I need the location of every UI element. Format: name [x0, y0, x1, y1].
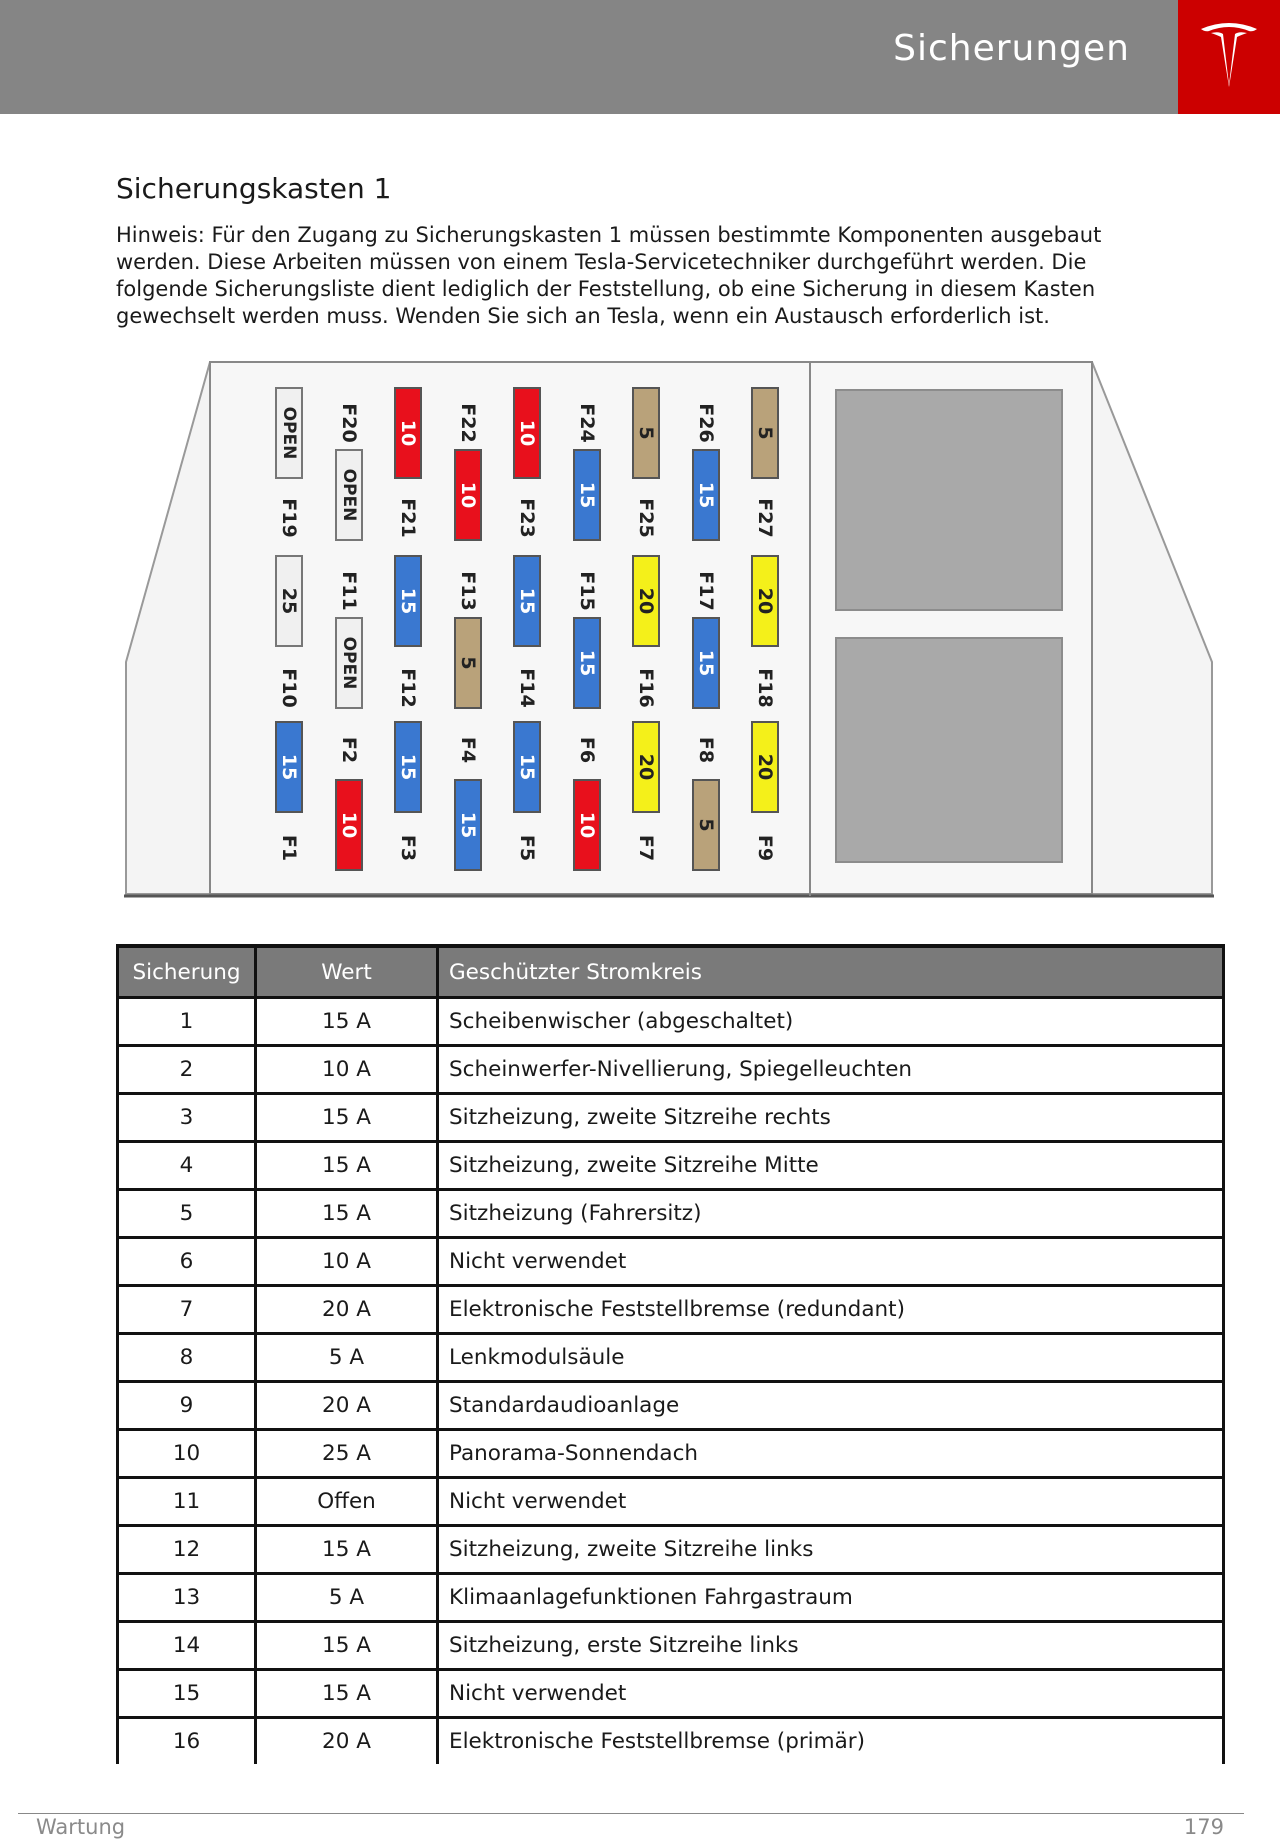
fuse-f1 — [276, 722, 302, 861]
fuse-circuit-cell: Sitzheizung, zweite Sitzreihe rechts — [438, 1094, 1224, 1142]
fuse-f11 — [336, 571, 362, 708]
fuse-id-label: F18 — [754, 668, 776, 708]
fuse-f10 — [276, 556, 302, 708]
table-row — [118, 1190, 1224, 1238]
fuse-id-label: F8 — [695, 736, 717, 764]
fuse-id-label: F21 — [397, 498, 419, 538]
fuse-id-label: F13 — [457, 571, 479, 611]
fuse-value-label: 5 — [457, 656, 479, 670]
fuse-circuit-cell: Scheibenwischer (abgeschaltet) — [438, 998, 1224, 1046]
header-title: Sicherungen — [893, 28, 1130, 69]
fuse-circuit-cell: Sitzheizung (Fahrersitz) — [438, 1190, 1224, 1238]
table-row — [118, 1382, 1224, 1430]
fuse-id-label: F1 — [278, 834, 300, 862]
fuse-rating-cell: 15 A — [256, 1094, 438, 1142]
fuse-value-label: 5 — [695, 818, 717, 832]
fuse-f9 — [752, 722, 778, 861]
fuse-f5 — [514, 722, 540, 861]
fuse-circuit-cell: Nicht verwendet — [438, 1670, 1224, 1718]
fuse-id-label: F14 — [516, 668, 538, 708]
fuse-id-label: F27 — [754, 498, 776, 538]
column-header-fuse: Sicherung — [118, 946, 256, 998]
fuse-number-cell: 3 — [118, 1094, 256, 1142]
fuse-id-label: F9 — [754, 834, 776, 862]
fuse-value-label: 5 — [754, 426, 776, 440]
fuse-value-label: 20 — [635, 587, 657, 615]
fuse-circuit-cell: Standardaudioanlage — [438, 1382, 1224, 1430]
fuse-rating-cell: 15 A — [256, 1622, 438, 1670]
table-row — [118, 1286, 1224, 1334]
table-row — [118, 1238, 1224, 1286]
fuse-f14 — [514, 556, 540, 708]
table-row — [118, 1430, 1224, 1478]
fuse-id-label: F26 — [695, 403, 717, 443]
table-row — [118, 1622, 1224, 1670]
fuse-f24 — [574, 403, 600, 540]
fuse-number-cell: 14 — [118, 1622, 256, 1670]
logo-badge — [1178, 0, 1280, 114]
fuse-circuit-cell: Panorama-Sonnendach — [438, 1430, 1224, 1478]
fuse-number-cell: 1 — [118, 998, 256, 1046]
fuse-value-label: 10 — [576, 811, 598, 839]
fuse-f2 — [336, 737, 362, 870]
fuse-rating-cell: 10 A — [256, 1238, 438, 1286]
fuse-value-label: 20 — [635, 753, 657, 781]
fuse-f19 — [276, 388, 302, 538]
fuse-f26 — [693, 403, 719, 540]
fuse-circuit-cell: Scheinwerfer-Nivellierung, Spiegelleuchten — [438, 1046, 1224, 1094]
fuse-circuit-cell: Sitzheizung, zweite Sitzreihe links — [438, 1526, 1224, 1574]
fuse-id-label: F11 — [338, 571, 360, 611]
fuse-value-label: OPEN — [339, 636, 359, 690]
fuse-id-label: F3 — [397, 834, 419, 862]
fuse-circuit-cell: Klimaanlagefunktionen Fahrgastraum — [438, 1574, 1224, 1622]
fuse-number-cell: 12 — [118, 1526, 256, 1574]
fuse-table — [116, 944, 1225, 1764]
fuse-box-diagram — [124, 360, 1214, 904]
fuse-number-cell: 4 — [118, 1142, 256, 1190]
fuse-id-label: F16 — [635, 668, 657, 708]
fuse-circuit-cell: Elektronische Feststellbremse (redundant) — [438, 1286, 1224, 1334]
fuse-circuit-cell: Lenkmodulsäule — [438, 1334, 1224, 1382]
fuse-number-cell: 16 — [118, 1718, 256, 1765]
fuse-id-label: F24 — [576, 403, 598, 443]
fuse-rating-cell: Offen — [256, 1478, 438, 1526]
table-row — [118, 1574, 1224, 1622]
fuse-number-cell: 2 — [118, 1046, 256, 1094]
table-row — [118, 998, 1224, 1046]
fuse-value-label: OPEN — [279, 406, 299, 460]
fuse-f21 — [395, 388, 421, 538]
table-row — [118, 1334, 1224, 1382]
fuse-rating-cell: 15 A — [256, 1190, 438, 1238]
fuse-id-label: F22 — [457, 403, 479, 443]
fuse-f4 — [455, 737, 481, 870]
fuse-id-label: F4 — [457, 736, 479, 764]
fuse-id-label: F6 — [576, 736, 598, 764]
fuse-f27 — [752, 388, 778, 538]
fuse-f23 — [514, 388, 540, 538]
fuse-id-label: F20 — [338, 403, 360, 443]
table-header-row — [118, 946, 1224, 998]
fuse-circuit-cell: Nicht verwendet — [438, 1238, 1224, 1286]
fuse-id-label: F10 — [278, 668, 300, 708]
fuse-f13 — [455, 571, 481, 708]
footer-section: Wartung — [36, 1815, 126, 1839]
fuse-box-svg — [124, 360, 1214, 900]
fuse-f17 — [693, 571, 719, 708]
fuse-value-label: 25 — [278, 587, 300, 615]
fuse-value-label: 15 — [576, 649, 598, 677]
fuse-f8 — [693, 737, 719, 870]
footer-divider — [18, 1813, 1244, 1814]
fuse-id-label: F5 — [516, 834, 538, 862]
fuse-f6 — [574, 737, 600, 870]
relay-block-bottom — [836, 638, 1062, 862]
fuse-f7 — [633, 722, 659, 861]
fuse-id-label: F15 — [576, 571, 598, 611]
fuse-id-label: F2 — [338, 736, 360, 764]
fuse-number-cell: 5 — [118, 1190, 256, 1238]
fuse-f25 — [633, 388, 659, 538]
fuse-id-label: F12 — [397, 668, 419, 708]
fuse-number-cell: 13 — [118, 1574, 256, 1622]
fuse-value-label: 10 — [397, 419, 419, 447]
fuse-value-label: 15 — [695, 481, 717, 509]
page-number: 179 — [1183, 1815, 1224, 1839]
fuse-f22 — [455, 403, 481, 540]
fuse-rating-cell: 15 A — [256, 1526, 438, 1574]
fuse-f18 — [752, 556, 778, 708]
page-header — [0, 0, 1280, 114]
fuse-id-label: F23 — [516, 498, 538, 538]
fuse-value-label: 15 — [576, 481, 598, 509]
fuse-id-label: F17 — [695, 571, 717, 611]
fuse-rating-cell: 15 A — [256, 1670, 438, 1718]
fuse-rating-cell: 15 A — [256, 998, 438, 1046]
column-header-circuit: Geschützter Stromkreis — [438, 946, 1224, 998]
fuse-number-cell: 8 — [118, 1334, 256, 1382]
column-header-rating: Wert — [256, 946, 438, 998]
fuse-value-label: 15 — [397, 753, 419, 781]
table-row — [118, 1478, 1224, 1526]
fuse-f3 — [395, 722, 421, 861]
table-row — [118, 1046, 1224, 1094]
fuse-value-label: OPEN — [339, 468, 359, 522]
fuse-value-label: 10 — [338, 811, 360, 839]
relay-block-top — [836, 390, 1062, 610]
fuse-rating-cell: 25 A — [256, 1430, 438, 1478]
fuse-number-cell: 10 — [118, 1430, 256, 1478]
service-note: Hinweis: Für den Zugang zu Sicherungskasten 1 müssen bestimmte Komponenten ausgebaut werden. Diese Arbeiten müssen von einem Tesla-Servicetechniker durchgeführt werden. Die folgende Sicherungsliste dient lediglich der Feststellung, ob eine Sicherung in diesem Kasten gewechselt werden muss. Wenden Sie sich an Tesla, wenn ein Austausch erforderlich ist. — [116, 223, 1102, 328]
fuse-rating-cell: 20 A — [256, 1286, 438, 1334]
fuse-value-label: 20 — [754, 587, 776, 615]
fuse-value-label: 5 — [635, 426, 657, 440]
fuse-number-cell: 15 — [118, 1670, 256, 1718]
fuse-id-label: F7 — [635, 834, 657, 862]
table-row — [118, 1718, 1224, 1765]
fuse-number-cell: 6 — [118, 1238, 256, 1286]
table-row — [118, 1670, 1224, 1718]
fuse-number-cell: 7 — [118, 1286, 256, 1334]
fuse-value-label: 10 — [516, 419, 538, 447]
fuse-f20 — [336, 403, 362, 540]
fuse-id-label: F19 — [278, 498, 300, 538]
fuse-rating-cell: 5 A — [256, 1334, 438, 1382]
fuse-circuit-cell: Sitzheizung, zweite Sitzreihe Mitte — [438, 1142, 1224, 1190]
fuse-f16 — [633, 556, 659, 708]
fuse-f15 — [574, 571, 600, 708]
fuse-rating-cell: 20 A — [256, 1382, 438, 1430]
fuse-value-label: 15 — [516, 587, 538, 615]
fuse-value-label: 15 — [278, 753, 300, 781]
fuse-id-label: F25 — [635, 498, 657, 538]
table-row — [118, 1526, 1224, 1574]
fuse-value-label: 15 — [516, 753, 538, 781]
fuse-value-label: 15 — [457, 811, 479, 839]
fuse-rating-cell: 10 A — [256, 1046, 438, 1094]
fuse-f12 — [395, 556, 421, 708]
fuse-value-label: 15 — [397, 587, 419, 615]
table-row — [118, 1094, 1224, 1142]
fuse-rating-cell: 20 A — [256, 1718, 438, 1765]
section-title: Sicherungskasten 1 — [116, 172, 392, 205]
tesla-logo-icon — [1197, 17, 1261, 89]
fuse-rating-cell: 15 A — [256, 1142, 438, 1190]
fuse-value-label: 20 — [754, 753, 776, 781]
fuse-circuit-cell: Sitzheizung, erste Sitzreihe links — [438, 1622, 1224, 1670]
fuse-circuit-cell: Elektronische Feststellbremse (primär) — [438, 1718, 1224, 1765]
fuse-number-cell: 11 — [118, 1478, 256, 1526]
fuse-rating-cell: 5 A — [256, 1574, 438, 1622]
fuse-value-label: 15 — [695, 649, 717, 677]
fuse-value-label: 10 — [457, 481, 479, 509]
fuse-number-cell: 9 — [118, 1382, 256, 1430]
table-row — [118, 1142, 1224, 1190]
fuse-circuit-cell: Nicht verwendet — [438, 1478, 1224, 1526]
